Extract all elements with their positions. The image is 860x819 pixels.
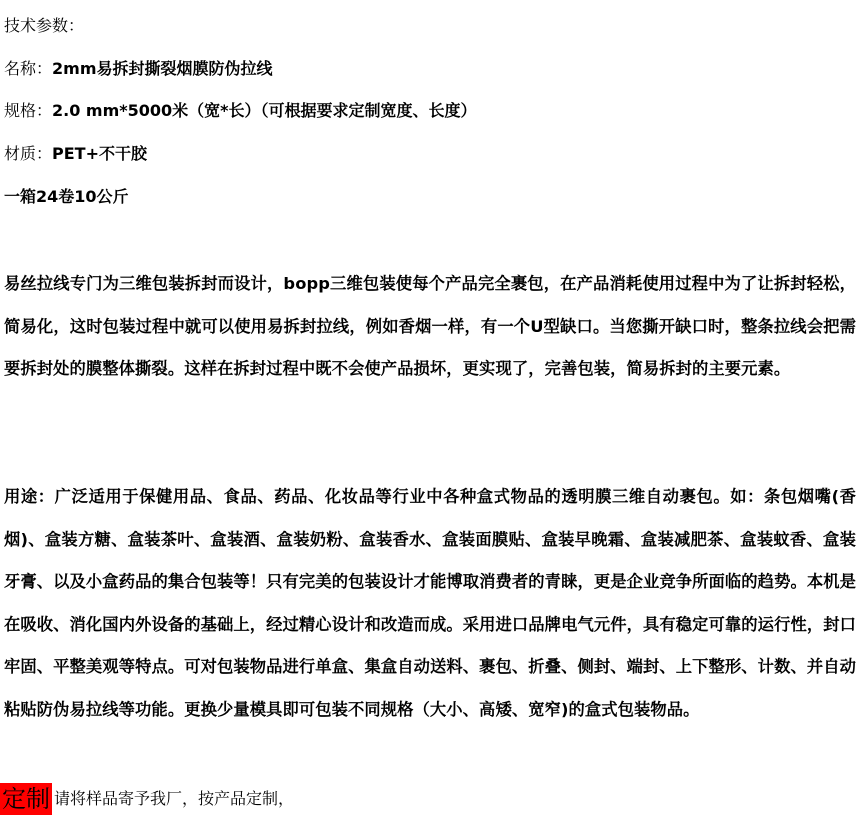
spec-packing-value: 一箱24卷10公斤: [4, 187, 129, 206]
spec-name-value: 2mm易拆封撕裂烟膜防伪拉线: [52, 59, 273, 78]
custom-order-row: [0, 783, 294, 815]
spec-name-label: 名称：: [4, 59, 53, 78]
spec-material-label: 材质：: [4, 144, 53, 163]
spec-material-value: PET+不干胶: [52, 144, 147, 163]
usage-paragraph: 用途：广泛适用于保健用品、食品、药品、化妆品等行业中各种盒式物品的透明膜三维自动裹包。如：条包烟嘴(香烟)、盒装方糖、盒装茶叶、盒装酒、盒装奶粉、盒装香水、盒装面膜贴、盒装早晚霜、盒装减肥茶、盒装蚊香、盒装牙膏、以及小盒药品的集合包装等！只有完美的包装设计才能博取消费者的青睐，更是企业竞争所面临的趋势。本机是在吸收、消化国内外设备的基础上，经过精心设计和改造而成。采用进口品牌电气元件，具有稳定可靠的运行性，封口牢固、平整美观等特点。可对包装物品进行单盒、集盒自动送料、裹包、折叠、侧封、端封、上下整形、计数、并自动粘贴防伪易拉线等功能。更换少量模具即可包装不同规格（大小、高矮、宽窄)的盒式包装物品。: [4, 487, 856, 719]
spec-heading-text: 技术参数：: [4, 16, 85, 35]
spec-size-row: [4, 101, 477, 121]
custom-badge: 定制: [2, 785, 50, 813]
spec-packing-row: [4, 187, 129, 207]
spec-material-row: [4, 144, 147, 164]
custom-order-text: 请将样品寄予我厂，按产品定制，: [54, 789, 295, 808]
spec-heading: [4, 16, 84, 36]
intro-paragraph: 易丝拉线专门为三维包装拆封而设计，bopp三维包装使每个产品完全裹包，在产品消耗使用过程中为了让拆封轻松，简易化，这时包装过程中就可以使用易拆封拉线，例如香烟一样，有一个U型缺口。当您撕开缺口时，整条拉线会把需要拆封处的膜整体撕裂。这样在拆封过程中既不会使产品损坏，更实现了，完善包装，简易拆封的主要元素。: [4, 274, 856, 379]
spec-size-label: 规格：: [4, 101, 53, 120]
spec-name-row: [4, 59, 273, 79]
spec-size-value: 2.0 mm*5000米（宽*长）（可根据要求定制宽度、长度）: [52, 101, 477, 120]
